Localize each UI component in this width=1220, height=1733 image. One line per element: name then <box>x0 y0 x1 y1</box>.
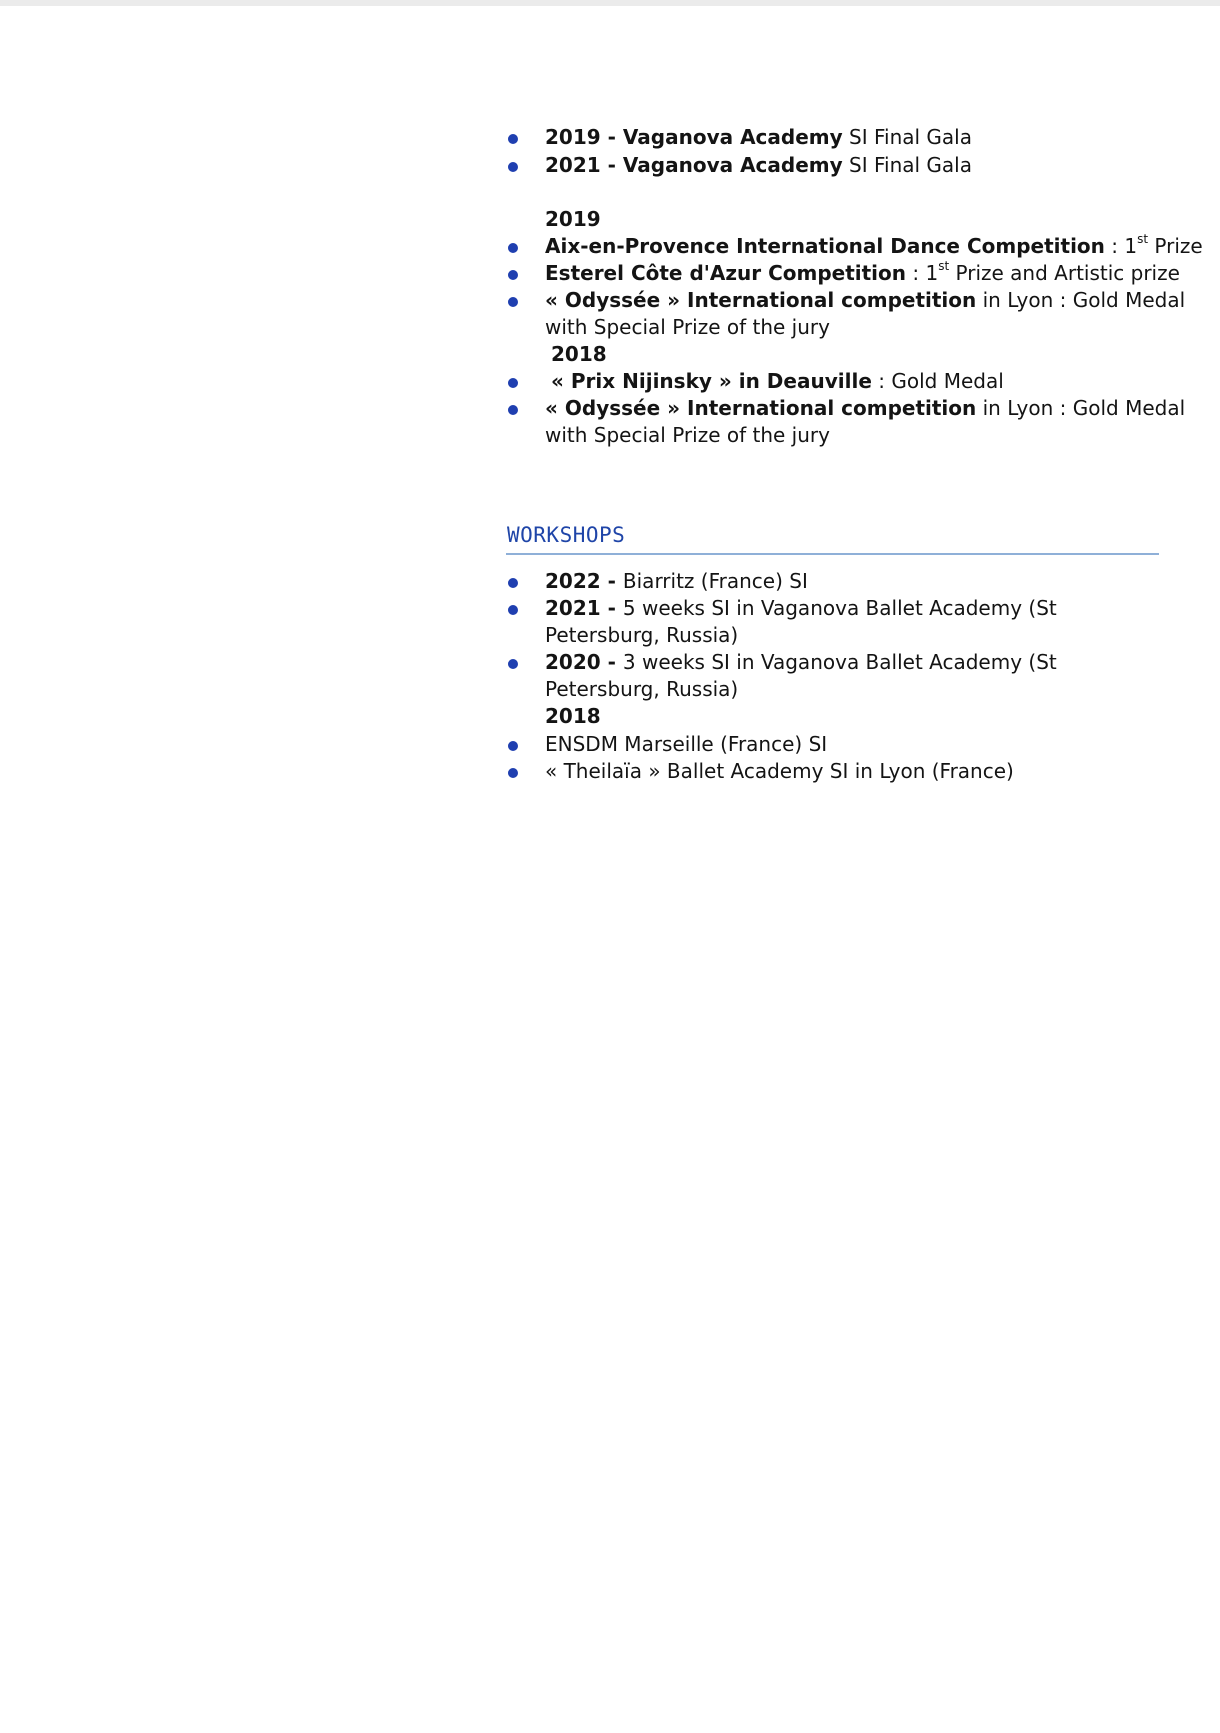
bullet-icon <box>508 659 518 669</box>
workshop-theilaia: « Theilaïa » Ballet Academy SI in Lyon (France) <box>545 759 1014 783</box>
competition-odyssee-2019-continued: with Special Prize of the jury <box>545 315 830 339</box>
competition-aix: Aix-en-Provence International Dance Competition : 1st Prize <box>545 232 1203 258</box>
workshops-year-2018: 2018 <box>545 704 601 728</box>
competition-esterel: Esterel Côte d'Azur Competition : 1st Prize and Artistic prize <box>545 259 1180 285</box>
competition-odyssee-2018: « Odyssée » International competition in Lyon : Gold Medal <box>545 396 1186 420</box>
bullet-icon <box>508 297 518 307</box>
gala-item-2019: 2019 - Vaganova Academy SI Final Gala <box>545 125 972 149</box>
workshops-heading: WORKSHOPS <box>507 523 626 547</box>
bullet-icon <box>508 378 518 388</box>
bullet-icon <box>508 741 518 751</box>
competitions-year-2019: 2019 <box>545 207 601 231</box>
competition-odyssee-2019: « Odyssée » International competition in Lyon : Gold Medal <box>545 288 1186 312</box>
competition-odyssee-2018-continued: with Special Prize of the jury <box>545 423 830 447</box>
workshop-2020: 2020 - 3 weeks SI in Vaganova Ballet Academy (St <box>545 650 1057 674</box>
workshop-2021-continued: Petersburg, Russia) <box>545 623 739 647</box>
bullet-icon <box>508 243 518 253</box>
workshop-ensdm: ENSDM Marseille (France) SI <box>545 732 828 756</box>
workshop-2021: 2021 - 5 weeks SI in Vaganova Ballet Academy (St <box>545 596 1057 620</box>
section-divider <box>506 553 1159 555</box>
competitions-year-2018: 2018 <box>551 342 607 366</box>
bullet-icon <box>508 605 518 615</box>
bullet-icon <box>508 578 518 588</box>
competition-nijinsky: « Prix Nijinsky » in Deauville : Gold Medal <box>551 369 1004 393</box>
bullet-icon <box>508 162 518 172</box>
bullet-icon <box>508 405 518 415</box>
bullet-icon <box>508 134 518 144</box>
gala-item-2021: 2021 - Vaganova Academy SI Final Gala <box>545 153 972 177</box>
bullet-icon <box>508 270 518 280</box>
workshop-2022: 2022 - Biarritz (France) SI <box>545 569 808 593</box>
bullet-icon <box>508 768 518 778</box>
workshop-2020-continued: Petersburg, Russia) <box>545 677 739 701</box>
